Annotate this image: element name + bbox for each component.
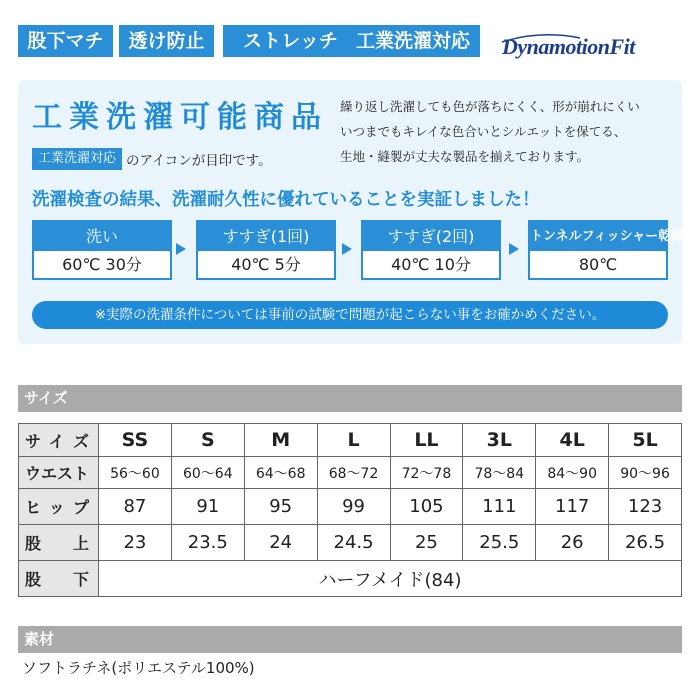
wash-step	[32, 220, 172, 280]
waist-value: 68〜72	[317, 457, 390, 489]
panel-description	[340, 94, 676, 169]
icon-explanation-text: のアイコンが目印です。	[126, 153, 272, 169]
hip-value: 117	[536, 489, 609, 525]
material-section-header: 素材	[18, 626, 682, 653]
rise-value: 23	[99, 525, 172, 561]
proof-heading: 洗濯検査の結果、洗濯耐久性に優れていることを実証しました！	[32, 190, 540, 210]
wash-step	[196, 220, 336, 280]
washing-note: ※実際の洗濯条件については事前の試験で問題が起こらない事をお確かめください。	[32, 301, 668, 329]
waist-value: 72〜78	[390, 457, 463, 489]
wash-step-label: 洗い	[34, 222, 170, 251]
size-label: 3L	[463, 424, 536, 457]
waist-value: 84〜90	[536, 457, 609, 489]
wash-step-label: すすぎ(1回)	[198, 222, 334, 251]
rise-value: 24	[244, 525, 317, 561]
rise-value: 23.5	[171, 525, 244, 561]
washing-info-panel	[18, 80, 685, 344]
feature-tag: 透け防止	[119, 25, 214, 57]
inseam-value: ハーフメイド(84)	[99, 561, 682, 597]
wash-step-value: 80℃	[578, 255, 618, 274]
inseam-label: 股下	[19, 561, 99, 597]
rise-value: 24.5	[317, 525, 390, 561]
hip-value: 123	[609, 489, 682, 525]
waist-value: 64〜68	[244, 457, 317, 489]
hip-label: ヒップ	[19, 489, 99, 525]
description-line: いつまでもキレイな色合いとシルエットを保てる、	[340, 124, 627, 139]
feature-tag: 股下マチ	[18, 25, 113, 57]
waist-row	[19, 457, 682, 489]
feature-tag: ストレッチ	[223, 25, 358, 57]
panel-title: 工業洗濯可能商品	[32, 100, 328, 135]
size-label: SS	[99, 424, 172, 457]
hip-value: 99	[317, 489, 390, 525]
arrow-right-icon	[176, 243, 186, 255]
rise-value: 25.5	[463, 525, 536, 561]
arrow-right-icon	[342, 243, 352, 255]
size-row-label: サイズ	[19, 424, 99, 457]
hip-row	[19, 489, 682, 525]
waist-value: 78〜84	[463, 457, 536, 489]
description-line: 繰り返し洗濯しても色が落ちにくく、形が崩れにくい	[340, 99, 640, 114]
size-header-row	[19, 424, 682, 457]
svg-text:DynamotionFit: DynamotionFit	[502, 34, 635, 59]
hip-value: 111	[463, 489, 536, 525]
size-label: LL	[390, 424, 463, 457]
icon-explanation	[32, 148, 272, 172]
industrial-wash-badge: 工業洗濯対応	[32, 148, 122, 170]
wash-step-value: 40℃ 5分	[231, 255, 301, 274]
waist-value: 90〜96	[609, 457, 682, 489]
waist-label: ウエスト	[19, 457, 99, 489]
size-label: M	[244, 424, 317, 457]
hip-value: 105	[390, 489, 463, 525]
hip-value: 87	[99, 489, 172, 525]
wash-step-label: トンネルフィッシャー乾燥	[530, 222, 666, 251]
waist-value: 56〜60	[99, 457, 172, 489]
rise-row	[19, 525, 682, 561]
size-label: S	[171, 424, 244, 457]
wash-step-value: 60℃ 30分	[62, 255, 142, 274]
inseam-row	[19, 561, 682, 597]
description-line: 生地・縫製が丈夫な製品を揃えております。	[340, 149, 590, 164]
wash-step-label: すすぎ(2回)	[363, 222, 499, 251]
rise-value: 26.5	[609, 525, 682, 561]
wash-step	[361, 220, 501, 280]
size-table	[18, 423, 682, 597]
hip-value: 95	[244, 489, 317, 525]
size-section-header: サイズ	[18, 385, 682, 412]
size-label: 4L	[536, 424, 609, 457]
feature-tag: 工業洗濯対応	[346, 25, 480, 57]
size-label: L	[317, 424, 390, 457]
rise-label: 股上	[19, 525, 99, 561]
brand-logo	[500, 26, 685, 62]
wash-step-value: 40℃ 10分	[391, 255, 471, 274]
waist-value: 60〜64	[171, 457, 244, 489]
rise-value: 25	[390, 525, 463, 561]
rise-value: 26	[536, 525, 609, 561]
wash-step	[528, 220, 685, 280]
material-value: ソフトラチネ(ポリエステル100%)	[22, 659, 255, 677]
hip-value: 91	[171, 489, 244, 525]
size-label: 5L	[609, 424, 682, 457]
arrow-right-icon	[509, 243, 519, 255]
